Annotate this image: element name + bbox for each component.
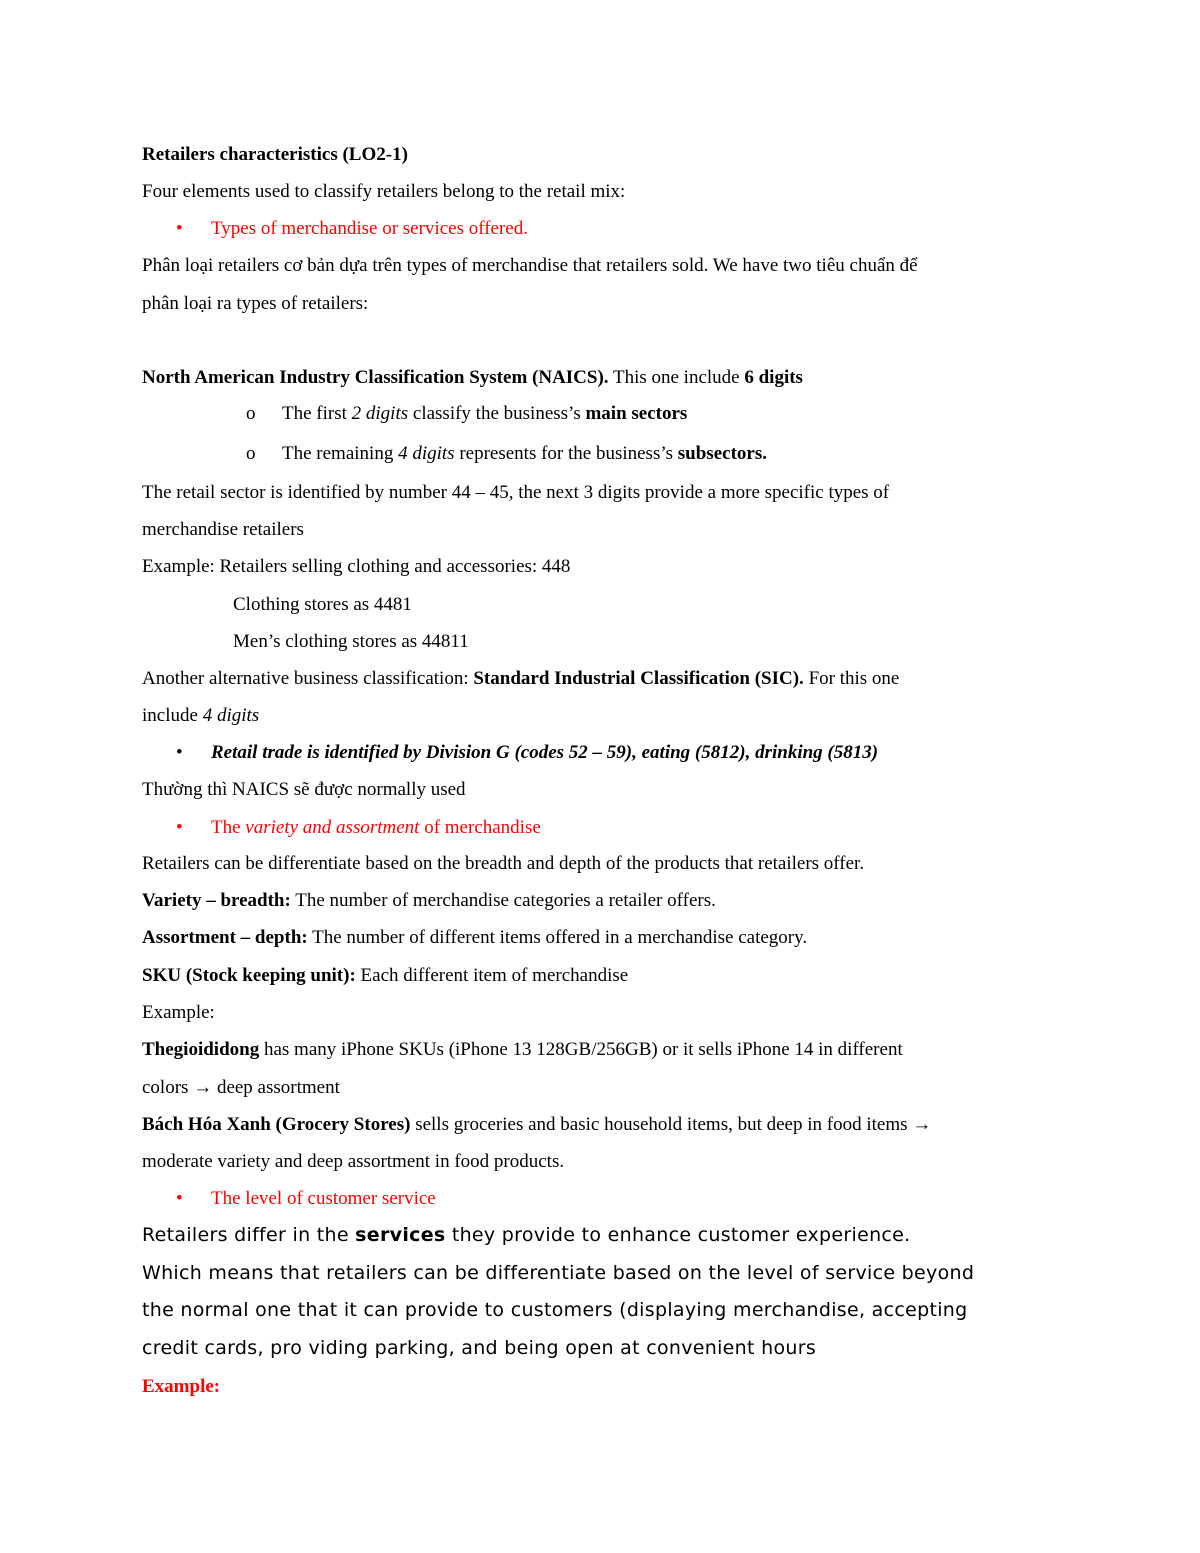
paragraph-line: Phân loại retailers cơ bản dựa trên types of merchandise that retailers sold. We have two tiêu chuẩn để — [142, 255, 918, 276]
bullet-marker: • — [176, 742, 183, 763]
service-line: Which means that retailers can be differentiate based on the level of service beyond — [142, 1262, 975, 1284]
thegioididong-example: Thegioididong has many iPhone SKUs (iPhone 13 128GB/256GB) or it sells iPhone 14 in different — [142, 1039, 903, 1060]
variety-definition: Variety – breadth: The number of merchandise categories a retailer offers. — [142, 890, 716, 911]
paragraph-line: The retail sector is identified by number 44 – 45, the next 3 digits provide a more specific types of — [142, 482, 890, 503]
service-line: credit cards, pro viding parking, and being open at convenient hours — [142, 1337, 817, 1359]
naics-sub-main: The first 2 digits classify the business’s main sectors — [282, 403, 688, 424]
naics-name: North American Industry Classification System (NAICS). — [142, 367, 609, 388]
service-line: Retailers differ in the services they provide to enhance customer experience. — [142, 1224, 911, 1246]
intro-text: Four elements used to classify retailers belong to the retail mix: — [142, 181, 626, 202]
sic-digits: include 4 digits — [142, 705, 260, 726]
paragraph-line: phân loại ra types of retailers: — [142, 293, 369, 314]
paragraph-line: merchandise retailers — [142, 519, 304, 540]
bullet-variety-assortment: The variety and assortment of merchandise — [211, 817, 541, 838]
bullet-marker: • — [176, 218, 183, 239]
naics-sub-sub: The remaining 4 digits represents for the business’s subsectors. — [282, 443, 767, 464]
sub-bullet-marker: o — [246, 443, 256, 464]
bullet-customer-service: The level of customer service — [211, 1188, 436, 1209]
mens-clothing-stores: Men’s clothing stores as 44811 — [233, 631, 469, 652]
doc-title: Retailers characteristics (LO2-1) — [142, 144, 408, 165]
sub-bullet-marker: o — [246, 403, 256, 424]
sku-definition: SKU (Stock keeping unit): Each different item of merchandise — [142, 965, 629, 986]
bullet-marker: • — [176, 1188, 183, 1209]
naics-heading: North American Industry Classification System (NAICS). This one include 6 digits — [142, 367, 803, 388]
bach-hoa-xanh-example: Bách Hóa Xanh (Grocery Stores) sells groceries and basic household items, but deep in food items → — [142, 1114, 932, 1135]
bullet-types-merchandise: Types of merchandise or services offered. — [211, 218, 528, 239]
arrow-icon: → — [912, 1114, 932, 1135]
bullet-marker: • — [176, 817, 183, 838]
example-clothing: Example: Retailers selling clothing and accessories: 448 — [142, 556, 571, 577]
arrow-icon: → — [193, 1077, 213, 1098]
assortment-definition: Assortment – depth: The number of different items offered in a merchandise category. — [142, 927, 808, 948]
clothing-stores: Clothing stores as 4481 — [233, 594, 412, 615]
paragraph-line: moderate variety and deep assortment in food products. — [142, 1151, 565, 1172]
sic-heading: Another alternative business classification: Standard Industrial Classification (SIC). For this one — [142, 668, 900, 689]
example-label: Example: — [142, 1002, 215, 1023]
example-label-red: Example: — [142, 1376, 221, 1397]
thegioididong-example-cont: colors → deep assortment — [142, 1077, 340, 1098]
sic-retail-trade: Retail trade is identified by Division G (codes 52 – 59), eating (5812), drinking (5813) — [211, 742, 879, 763]
paragraph-line: Thường thì NAICS sẽ được normally used — [142, 779, 466, 800]
service-line: the normal one that it can provide to customers (displaying merchandise, accepting — [142, 1299, 968, 1321]
paragraph-line: Retailers can be differentiate based on the breadth and depth of the products that retailers offer. — [142, 853, 865, 874]
